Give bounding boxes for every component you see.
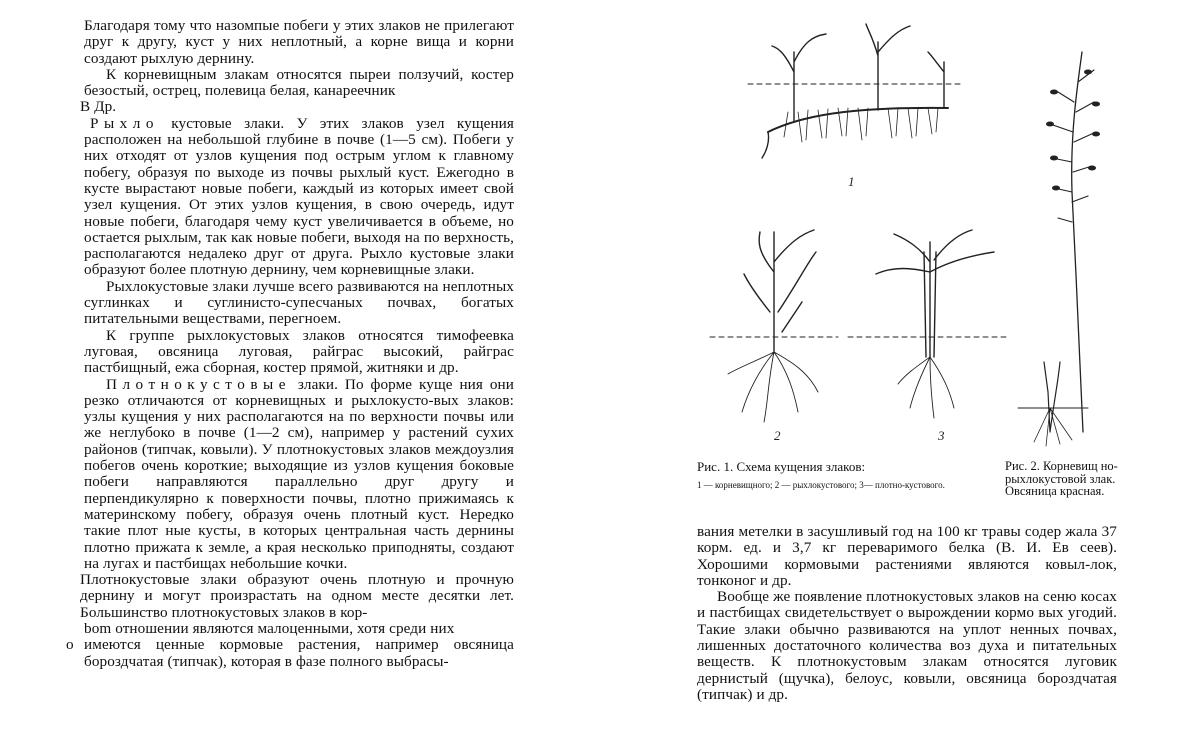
grass-tillering-illustration: [698, 12, 1118, 452]
paragraph: Рыхлокустовые злаки лучше всего развиваются на неплотных суглинках и суглинисто-супесчаных почвах, богатых питательными веществами, перегноем.: [84, 277, 514, 328]
paragraph: о имеются ценные кормовые растения, например овсяница бороздчатая (типчак), которая в фазе полного выбрасы-: [66, 636, 514, 670]
right-text-column: [697, 524, 1117, 703]
paragraph: [84, 377, 514, 573]
section-heading: Плотнокустовые: [106, 375, 291, 393]
left-text-column: [66, 17, 514, 670]
paragraph: В Др.: [80, 98, 117, 116]
paragraph: bom отношении являются малоценными, хотя среди них: [84, 619, 455, 637]
figure-label-1: 1: [848, 174, 855, 189]
figure-2-caption: Рис. 2. Корневищ но-рыхлокустовой злак. Овсяница красная.: [1005, 459, 1118, 498]
figure-1-caption-text: 1 — корневищного; 2 — рыхлокустового; 3— плотно-кустового.: [697, 480, 945, 490]
paragraph: Плотнокустовые злаки образуют очень плотную и прочную дернину и могут произрастать на одном месте десятки лет. Большинство плотнокустовых злаков в кор-: [80, 571, 514, 621]
paragraph: Благодаря тому что назомпые побеги у этих злаков не прилегают друг к другу, куст у них неплотный, а корне вища и корни создают рыхлую дернину.: [84, 17, 514, 67]
figure-label-3: 3: [938, 428, 945, 443]
section-text: злаки. По форме куще ния они резко отличаются от корневищных и рыхлокусто-вых злаков: узлы кущения у них располагаются на по верхности почвы или же неглубоко в почве (1—2 см), например у растений сухих районов (типчак, ковыли). У плотнокустовых злаков междоузлия побегов очень короткие; выходящие из узлов кущения боковые побеги направляются параллельно друг другу и перпендикулярно к поверхности почвы, плотно прижимаясь к материнскому побегу, образуя очень плотный куст. Нередко такие плот ные кусты, в которых центральная часть дернины плотно прижата к земле, а края несколько приподняты, создают на лугах и пастбищах небольшие кочки.: [84, 375, 514, 572]
figure-label-2: 2: [774, 428, 781, 443]
paragraph: [84, 116, 514, 279]
paragraph: Вообще же появление плотнокустовых злаков на сеню косах и пастбищах свидетельствует о вырождении кормо вых угодий. Такие злаки обычно развиваются на уплот ненных почвах, лишенных достаточного количества воз духа и питательных веществ. К плотнокустовым злакам относятся луговик дернистый (щучка), белоус, ковыли, овсяница бороздчатая (типчак) и др.: [697, 588, 1117, 703]
paragraph: К корневищным злакам относятся пыреи ползучий, костер безостый, острец, полевица белая, канареечник: [84, 65, 514, 100]
section-text: кустовые злаки. У этих злаков узел кущения расположен на небольшой глубине в почве (1—5 см). Побеги у них отходят от узлов кущения под острым углом к главному побегу, образуя по выходе из почвы рыхлый куст. Ежегодно в кусте вырастают новые побеги, каждый из которых имеет свой узел кущения. От этих узлов кущения, в свою очередь, идут новые побеги, благодаря чему куст увеличивается в объеме, но остается рыхлым, так как новые побеги, выходя на по верхность, располагаются недалеко друг от друга. Рыхло кустовые злаки образуют более плотную дернину, чем корневищные злаки.: [84, 114, 514, 279]
section-heading: Рыхло: [90, 114, 159, 132]
figure-drawing: [698, 12, 1118, 452]
figure-1-caption-title: Рис. 1. Схема кущения злаков:: [697, 459, 866, 474]
paragraph: вания метелки в засушливый год на 100 кг травы содер жала 37 корм. ед. и 3,7 кг переваримого белка (В. И. Ев сеев). Хорошими кормовыми растениями являются ковыл-лок, тонконог и др.: [697, 523, 1117, 589]
paragraph: К группе рыхлокустовых злаков относятся тимофеевка луговая, овсяница луговая, райграс высокий, райграс пастбищный, ежа сборная, костер прямой, житняки и др.: [84, 326, 514, 377]
bullet-mark: о: [66, 636, 74, 654]
